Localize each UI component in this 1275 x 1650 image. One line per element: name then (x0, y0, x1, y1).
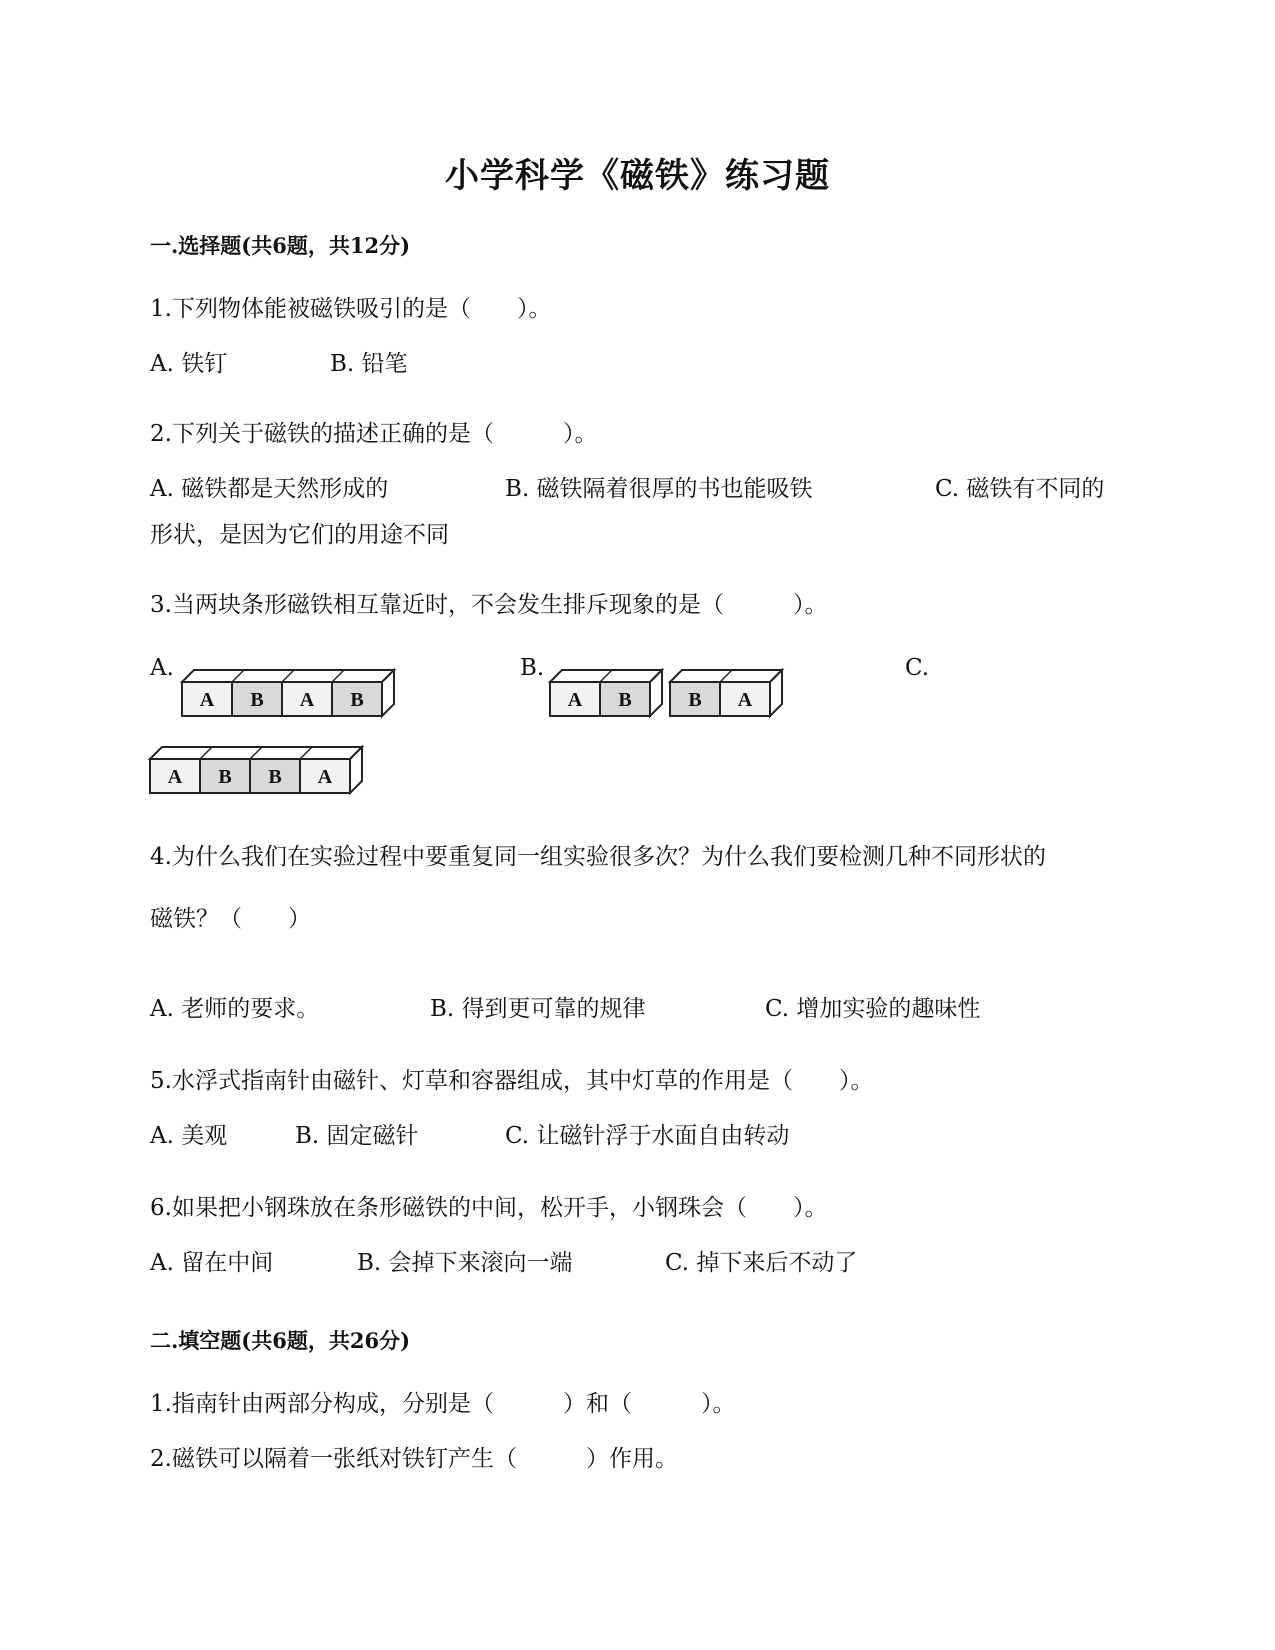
q6-option-a: A. 留在中间 (150, 1250, 274, 1276)
section-heading-choice: 一.选择题(共6题，共12分) (150, 233, 411, 258)
figure-b-left-pole-label: B (618, 689, 632, 711)
question-5: 5.水浮式指南针由磁针、灯草和容器组成，其中灯草的作用是（ ）。 (150, 1068, 874, 1094)
magnet-figure-b-left (548, 668, 668, 720)
q4-option-b: B. 得到更可靠的规律 (430, 996, 646, 1022)
figure-b-right-pole-label: A (737, 689, 753, 711)
q2-option-c-continued: 形状，是因为它们的用途不同 (150, 522, 449, 548)
figure-c-pole-label: A (317, 766, 333, 788)
figure-c-pole-label: A (167, 766, 183, 788)
figure-b-right-pole-label: B (688, 689, 702, 711)
magnet-figure-a (180, 668, 405, 720)
question-2: 2.下列关于磁铁的描述正确的是（ ）。 (150, 421, 598, 447)
q5-option-b: B. 固定磁针 (295, 1123, 419, 1149)
question-6: 6.如果把小钢珠放在条形磁铁的中间，松开手，小钢珠会（ ）。 (150, 1195, 828, 1221)
q5-option-a: A. 美观 (150, 1123, 228, 1149)
figure-a-pole-label: B (350, 689, 364, 711)
q5-option-c: C. 让磁针浮于水面自由转动 (505, 1123, 790, 1149)
q1-option-b: B. 铅笔 (330, 351, 408, 377)
q4-option-c: C. 增加实验的趣味性 (765, 996, 981, 1022)
fill-question-1: 1.指南针由两部分构成，分别是（ ）和（ ）。 (150, 1391, 736, 1417)
question-1: 1.下列物体能被磁铁吸引的是（ ）。 (150, 296, 552, 322)
q6-option-c: C. 掉下来后不动了 (665, 1250, 858, 1276)
q3-option-b-label: B. (520, 655, 545, 681)
q3-option-a-label: A. (150, 655, 174, 681)
figure-a-pole-label: B (250, 689, 264, 711)
section-heading-fill-in: 二.填空题(共6题，共26分) (150, 1328, 411, 1353)
q2-option-c: C. 磁铁有不同的 (935, 476, 1105, 502)
figure-c-pole-label: B (268, 766, 282, 788)
magnet-figure-c (148, 745, 373, 797)
page-title: 小学科学《磁铁》练习题 (445, 156, 830, 196)
q1-option-a: A. 铁钉 (150, 351, 228, 377)
q3-option-c-label: C. (905, 655, 930, 681)
question-4-continued: 磁铁？（ ） (150, 906, 311, 932)
magnet-figure-b-right (668, 668, 788, 720)
question-3: 3.当两块条形磁铁相互靠近时，不会发生排斥现象的是（ ）。 (150, 592, 828, 618)
figure-b-left-pole-label: A (567, 689, 583, 711)
figure-c-pole-label: B (218, 766, 232, 788)
question-4: 4.为什么我们在实验过程中要重复同一组实验很多次？为什么我们要检测几种不同形状的 (150, 844, 1046, 870)
q6-option-b: B. 会掉下来滚向一端 (357, 1250, 573, 1276)
figure-a-pole-label: A (199, 689, 215, 711)
figure-a-pole-label: A (299, 689, 315, 711)
q2-option-b: B. 磁铁隔着很厚的书也能吸铁 (505, 476, 813, 502)
q4-option-a: A. 老师的要求。 (150, 996, 320, 1022)
q2-option-a: A. 磁铁都是天然形成的 (150, 476, 389, 502)
fill-question-2: 2.磁铁可以隔着一张纸对铁钉产生（ ）作用。 (150, 1446, 678, 1472)
